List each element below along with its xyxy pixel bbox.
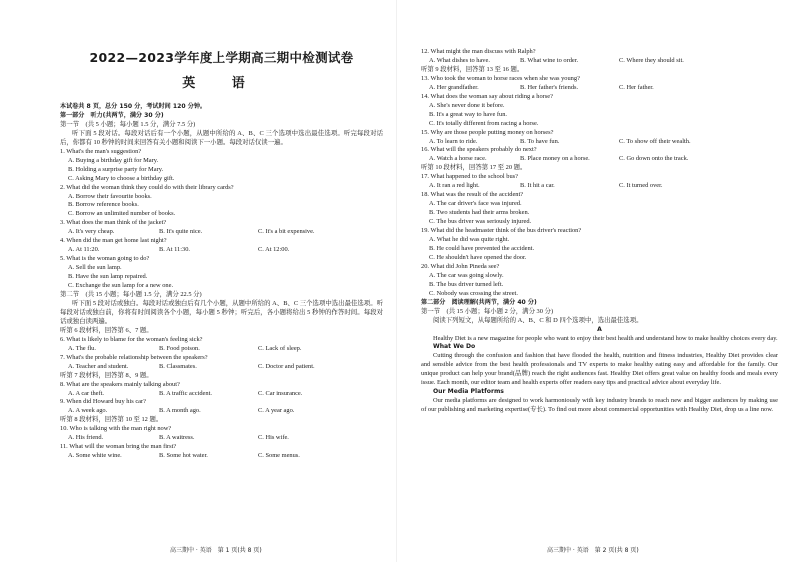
- option-7b: B. Classmates.: [159, 362, 197, 370]
- option-3a: A. It's very cheap.: [68, 228, 115, 236]
- option-1b: B. Holding a surprise party for Mary.: [68, 165, 164, 173]
- option-19b: B. He could have prevented the accident.: [429, 244, 535, 252]
- option-12c: C. Where they should sit.: [619, 56, 684, 64]
- options-12: [421, 57, 778, 66]
- page-footer-2: 高三期中 · 英语 第 2 页(共 8 页): [547, 547, 639, 554]
- heading-what-we-do: What We Do: [433, 343, 476, 351]
- option-5b: B. Have the sun lamp repaired.: [68, 273, 148, 281]
- option-17a: A. It ran a red light.: [429, 182, 480, 190]
- option-4b: B. At 11:30.: [159, 246, 191, 254]
- question-6: 6. What is likely to blame for the woman's feeling sick?: [60, 335, 203, 343]
- option-6a: A. The flu.: [68, 344, 96, 352]
- option-2a: A. Borrow their favourite books.: [68, 192, 152, 200]
- question-8: 8. What are the speakers mainly talking about?: [60, 380, 180, 388]
- question-16: 16. What will the speakers probably do next?: [421, 146, 537, 154]
- option-19a: A. What he did was quite right.: [429, 236, 510, 244]
- option-6b: B. Food poison.: [159, 344, 200, 352]
- section2-title: 第二节 (共 15 小题；每小题 1.5 分，满分 22.5 分): [60, 291, 202, 299]
- question-11: 11. What will the woman bring the man first?: [60, 443, 177, 451]
- question-3: 3. What does the man think of the jacket?: [60, 219, 167, 227]
- option-1c: C. Asking Mary to choose a birthday gift.: [68, 174, 175, 182]
- option-9a: A. A week ago.: [68, 407, 108, 415]
- option-17b: B. It hit a car.: [520, 182, 555, 190]
- options-8: [60, 390, 383, 399]
- section1-instructions: 听下面 5 段对话。每段对话后有一个小题，从题中所给的 A、B、C 三个选项中选出最佳选项。听完每段对话后，你都有 10 秒钟的时间来回答有关小题和阅读下一小题。每段对话仅读一遍。: [60, 129, 383, 146]
- question-19: 19. What did the headmaster think of the bus driver's reaction?: [421, 227, 582, 235]
- part1-title: 第一部分 听力(共两节，满分 30 分): [60, 111, 164, 119]
- option-18a: A. The car driver's face was injured.: [429, 200, 522, 208]
- segment-6-note: 听第 6 段材料，回答第 6、7 题。: [60, 326, 153, 334]
- option-18b: B. Two students had their arms broken.: [429, 209, 530, 217]
- option-12a: A. What dishes to have.: [429, 56, 490, 64]
- passage-paragraph-2: Cutting through the confusion and fashion that have flooded the health, nutrition and fitness industries, Healthy Diet provides clear and sensible advice from the best health professionals and TV experts to make healthy eating easy and affordable for the family. Our unique product can help your brand(品牌) reach the right audiences fast. Healthy Diet offers great value on healthy foods and meals every issue. Each month, our editor team and health experts offer readers easy tips and practical advice about everyday life.: [421, 352, 778, 387]
- option-10c: C. His wife.: [258, 434, 289, 442]
- option-8a: A. A car theft.: [68, 389, 105, 397]
- section2-instructions: 听下面 5 段对话或独白。每段对话或独白后有几个小题，从题中所给的 A、B、C 三个选项中选出最佳选项。听每段对话或独白前，你将有时间阅读各个小题，每小题 5 秒钟；听完后，各小题将给出 5 秒钟的作答时间。每段对话或独白读两遍。: [60, 299, 383, 325]
- option-7a: A. Teacher and student.: [68, 362, 129, 370]
- option-1a: A. Buying a birthday gift for Mary.: [68, 156, 159, 164]
- option-2b: B. Borrow reference books.: [68, 201, 139, 209]
- page-footer-1: 高三期中 · 英语 第 1 页(共 8 页): [170, 547, 262, 554]
- question-1: 1. What's the man's suggestion?: [60, 147, 142, 155]
- reading-section1-title: 第一节 (共 15 小题；每小题 2 分，满分 30 分): [421, 307, 554, 315]
- passage-paragraph-1: Healthy Diet is a new magazine for people who want to enjoy their best health and understand how to make healthy choices every day.: [433, 334, 778, 342]
- heading-media-platforms: Our Media Platforms: [433, 388, 504, 396]
- option-20b: B. The bus driver turned left.: [429, 280, 504, 288]
- segment-9-note: 听第 9 段材料，回答第 13 至 16 题。: [421, 65, 524, 73]
- options-3: [60, 228, 383, 237]
- question-14: 14. What does the woman say about riding a horse?: [421, 92, 553, 100]
- segment-10-note: 听第 10 段材料，回答第 17 至 20 题。: [421, 164, 527, 172]
- option-8b: B. A traffic accident.: [159, 389, 212, 397]
- option-19c: C. He shouldn't have opened the door.: [429, 253, 527, 261]
- option-20a: A. The car was going slowly.: [429, 271, 504, 279]
- option-16a: A. Watch a horse race.: [429, 155, 487, 163]
- option-12b: B. What wine to order.: [520, 56, 579, 64]
- options-17: [421, 182, 778, 191]
- reading-instructions: 阅读下列短文，从每题所给的 A、B、C 和 D 四个选项中，选出最佳选项。: [433, 316, 643, 324]
- option-14c: C. It's totally different from racing a horse.: [429, 119, 539, 127]
- options-11: [60, 452, 383, 461]
- question-7: 7. What's the probable relationship between the speakers?: [60, 353, 208, 361]
- option-9c: C. A year ago.: [258, 407, 295, 415]
- question-9: 9. When did Howard buy his car?: [60, 398, 146, 406]
- options-10: [60, 434, 383, 443]
- option-11c: C. Some menus.: [258, 452, 300, 460]
- option-18c: C. The bus driver was seriously injured.: [429, 218, 532, 226]
- option-10b: B. A waitress.: [159, 434, 195, 442]
- option-5c: C. Exchange the sun lamp for a new one.: [68, 282, 174, 290]
- question-10: 10. Who is talking with the man right now?: [60, 425, 172, 433]
- option-5a: A. Sell the sun lamp.: [68, 264, 122, 272]
- option-17c: C. It turned over.: [619, 182, 663, 190]
- option-15c: C. To show off their wealth.: [619, 137, 691, 145]
- option-3b: B. It's quite nice.: [159, 228, 203, 236]
- option-4c: C. At 12:00.: [258, 246, 290, 254]
- option-4a: A. At 11:20.: [68, 246, 100, 254]
- option-3c: C. It's a bit expensive.: [258, 228, 315, 236]
- options-4: [60, 246, 383, 255]
- option-13b: B. Her father's friends.: [520, 83, 579, 91]
- options-6: [60, 345, 383, 354]
- option-10a: A. His friend.: [68, 434, 104, 442]
- question-2: 2. What did the woman think they could do with their library cards?: [60, 183, 234, 191]
- options-7: [60, 363, 383, 372]
- option-7c: C. Doctor and patient.: [258, 362, 315, 370]
- options-13: [421, 84, 778, 93]
- subject-heading: 英 语: [182, 76, 261, 91]
- exam-info: 本试卷共 8 页，总分 150 分，考试时间 120 分钟。: [60, 103, 207, 110]
- question-12: 12. What might the man discuss with Ralph?: [421, 48, 536, 55]
- passage-paragraph-3: Our media platforms are designed to work harmoniously with key industry brands to reach new and bigger audiences by making use of our publishing and marketing expertise(专长). To find out more about commercial opportunities with Healthy Diet, drop us a line now.: [421, 397, 778, 414]
- option-9b: B. A month ago.: [159, 407, 201, 415]
- options-15: [421, 138, 778, 147]
- option-13a: A. Her grandfather.: [429, 83, 479, 91]
- option-14a: A. She's never done it before.: [429, 101, 505, 109]
- exam-page-2: [397, 0, 794, 562]
- option-16b: B. Place money on a horse.: [520, 155, 590, 163]
- section1-title: 第一节 (共 5 小题；每小题 1.5 分，满分 7.5 分): [60, 120, 196, 128]
- exam-title: 2022—2023学年度上学期高三期中检测试卷: [89, 50, 354, 65]
- option-16c: C. Go down onto the track.: [619, 155, 689, 163]
- question-18: 18. What was the result of the accident?: [421, 191, 524, 199]
- part2-title: 第二部分 阅读理解(共两节，满分 40 分): [421, 298, 537, 306]
- question-13: 13. Who took the woman to horse races when she was young?: [421, 74, 580, 82]
- option-11b: B. Some hot water.: [159, 452, 208, 460]
- option-14b: B. It's a great way to have fun.: [429, 110, 507, 118]
- option-20c: C. Nobody was crossing the street.: [429, 289, 518, 297]
- option-6c: C. Lack of sleep.: [258, 344, 302, 352]
- option-15b: B. To have fun.: [520, 137, 560, 145]
- option-8c: C. Car insurance.: [258, 389, 303, 397]
- question-5: 5. What is the woman going to do?: [60, 255, 150, 263]
- segment-8-note: 听第 8 段材料，回答第 10 至 12 题。: [60, 416, 163, 424]
- passage-label: A: [597, 325, 602, 333]
- segment-7-note: 听第 7 段材料，回答第 8、9 题。: [60, 371, 153, 379]
- question-17: 17. What happened to the school bus?: [421, 173, 518, 181]
- question-4: 4. When did the man get home last night?: [60, 237, 167, 245]
- option-15a: A. To learn to ride.: [429, 137, 478, 145]
- question-15: 15. Why are those people putting money on horses?: [421, 128, 554, 136]
- option-11a: A. Some white wine.: [68, 452, 122, 460]
- option-13c: C. Her father.: [619, 83, 654, 91]
- question-20: 20. What did John Pineda see?: [421, 262, 500, 270]
- option-2c: C. Borrow an unlimited number of books.: [68, 210, 176, 218]
